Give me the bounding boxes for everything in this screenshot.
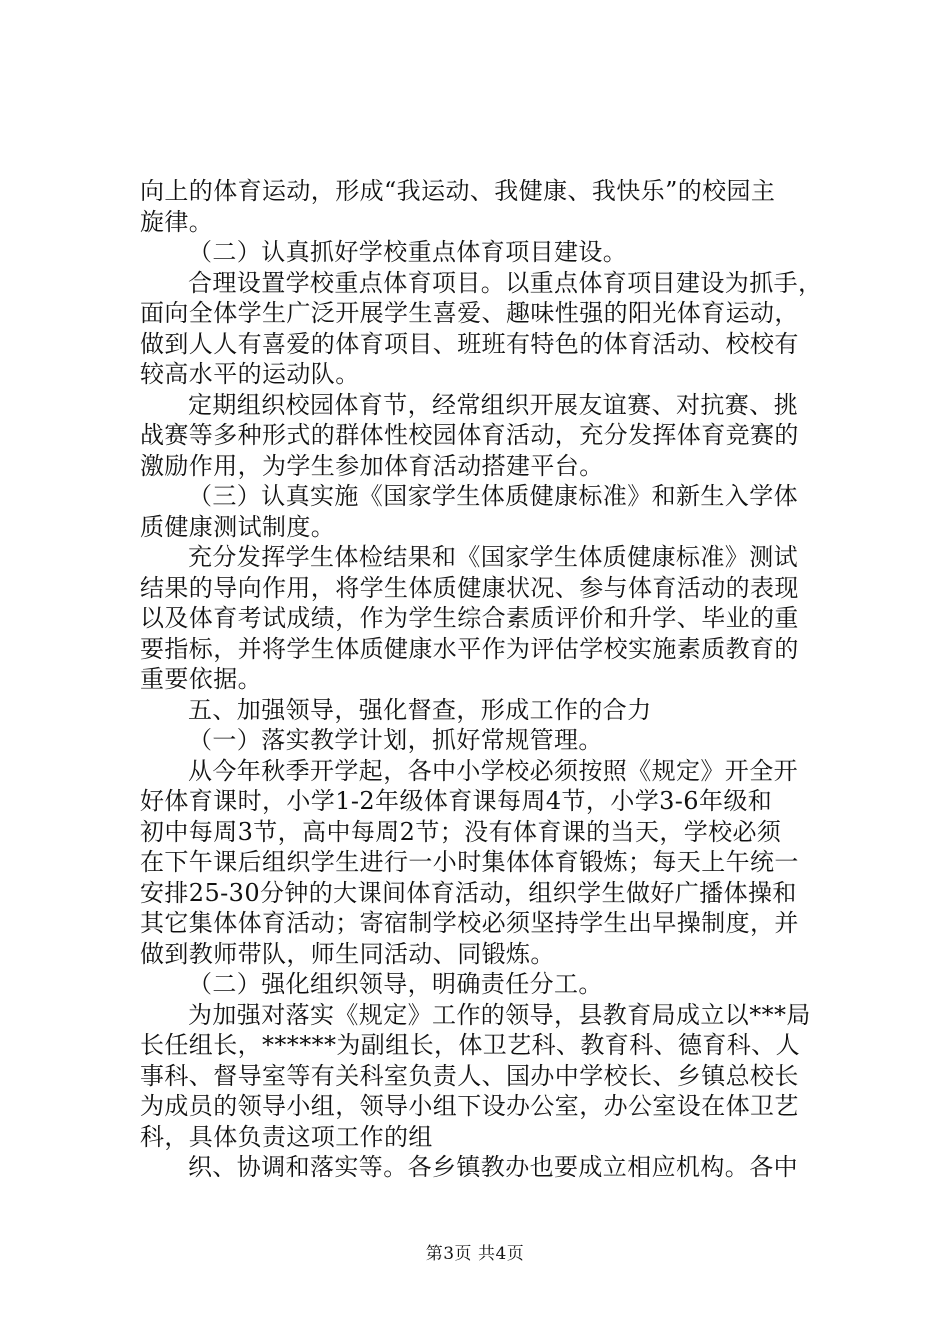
text-line: 五、加强领导，强化督查，形成工作的合力 — [188, 695, 652, 724]
text-line: 其它集体体育活动；寄宿制学校必须坚持学生出早操制度，并 — [140, 909, 799, 937]
text-line: 织、协调和落实等。各乡镇教办也要成立相应机构。各中 — [188, 1153, 798, 1181]
document-body — [140, 176, 840, 1183]
text-line: 做到人人有喜爱的体育项目、班班有特色的体育活动、校校有 — [140, 329, 799, 358]
text-line: 在下午课后组织学生进行一小时集体体育锻炼；每天上午统一 — [140, 848, 799, 876]
text-line: 充分发挥学生体检结果和《国家学生体质健康标准》测试 — [188, 543, 798, 571]
text-line: 合理设置学校重点体育项目。以重点体育项目建设为抓手， — [188, 268, 823, 297]
text-line: 结果的导向作用，将学生体质健康状况、参与体育活动的表现 — [140, 573, 799, 602]
text-line: 旋律。 — [140, 207, 214, 236]
text-line: 激励作用，为学生参加体育活动搭建平台。 — [140, 451, 604, 480]
text-line: 好体育课时，小学1-2年级体育课每周4节，小学3-6年级和 — [140, 787, 773, 815]
text-line: 向上的体育运动，形成“我运动、我健康、我快乐”的校园主 — [140, 177, 776, 205]
text-line: 做到教师带队，师生同活动、同锻炼。 — [140, 939, 555, 968]
text-line: 面向全体学生广泛开展学生喜爱、趣味性强的阳光体育运动， — [140, 299, 799, 327]
text-line: 以及体育考试成绩，作为学生综合素质评价和升学、毕业的重 — [140, 604, 799, 632]
text-line: 较高水平的运动队。 — [140, 360, 360, 388]
text-line: 长任组长，******为副组长，体卫艺科、教育科、德育科、人 — [140, 1031, 800, 1059]
text-line: 要指标，并将学生体质健康水平作为评估学校实施素质教育的 — [140, 634, 799, 663]
text-line: （二）认真抓好学校重点体育项目建设。 — [188, 238, 628, 266]
text-line: 重要依据。 — [140, 665, 262, 693]
text-line: 事科、督导室等有关科室负责人、国办中学校长、乡镇总校长 — [140, 1061, 799, 1090]
text-line: 安排25-30分钟的大课间体育活动，组织学生做好广播体操和 — [140, 878, 797, 907]
text-line: 从今年秋季开学起，各中小学校必须按照《规定》开全开 — [188, 756, 798, 785]
text-line: （一）落实教学计划，抓好常规管理。 — [188, 726, 603, 754]
text-line: 为加强对落实《规定》工作的领导，县教育局成立以***局 — [188, 1000, 811, 1029]
text-line: （二）强化组织领导，明确责任分工。 — [188, 970, 603, 998]
text-line: （三）认真实施《国家学生体质健康标准》和新生入学体 — [188, 482, 798, 510]
page-footer: 第3页 共4页 — [425, 1244, 525, 1264]
text-line: 质健康测试制度。 — [140, 512, 336, 541]
text-line: 为成员的领导小组，领导小组下设办公室，办公室设在体卫艺 — [140, 1092, 799, 1120]
text-line: 科，具体负责这项工作的组 — [140, 1122, 433, 1151]
text-line: 定期组织校园体育节，经常组织开展友谊赛、对抗赛、挑 — [188, 390, 798, 419]
text-line: 初中每周3节，高中每周2节；没有体育课的当天，学校必须 — [140, 817, 782, 846]
text-line: 战赛等多种形式的群体性校园体育活动，充分发挥体育竞赛的 — [140, 421, 799, 449]
